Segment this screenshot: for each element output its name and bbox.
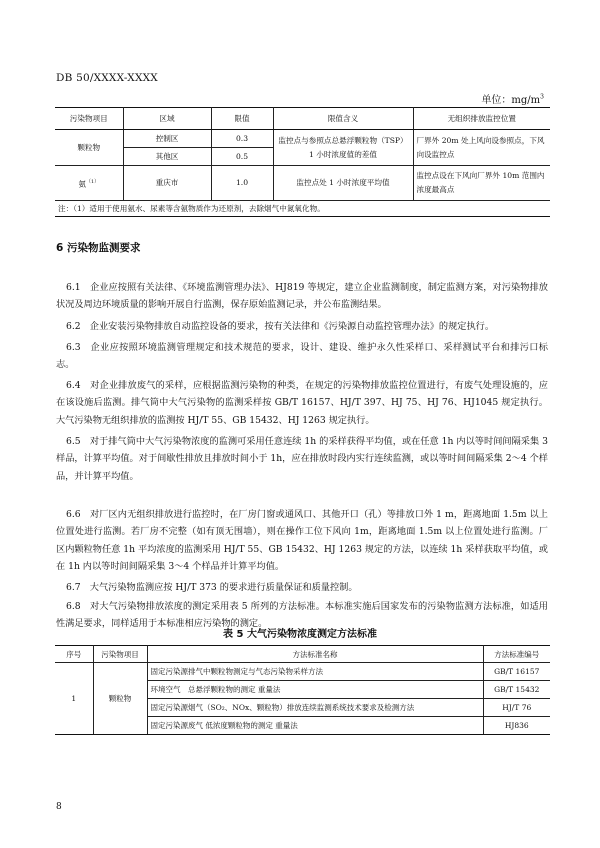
unit-label — [481, 91, 544, 106]
table-row — [55, 166, 550, 201]
method-cell: 环境空气 总悬浮颗粒物的测定 重量法 — [147, 681, 483, 699]
table5-title: 表 5 大气污染物浓度测定方法标准 — [223, 629, 377, 640]
pollutant-cell: 颗粒物 — [93, 663, 147, 735]
table-note: 注：（1）适用于使用氨水、尿素等含氨物质作为还原剂，去除烟气中氮氧化物。 — [55, 201, 550, 217]
header-method-code: 方法标准编号 — [483, 646, 550, 663]
section-title: 6 污染物监测要求 — [56, 242, 141, 254]
paragraph-6-2: 6.2 企业安装污染物排放自动监控设备的要求，按有关法律和《污染源自动监控管理办法》的规定执行。 — [66, 321, 495, 332]
header-limit: 限值 — [211, 108, 273, 130]
pollutant-name: 氨 — [78, 179, 86, 189]
method-standards-table — [55, 645, 550, 735]
table-note-row — [55, 201, 550, 217]
header-meaning: 限值含义 — [273, 108, 413, 130]
paragraph-6-4: 6.4 对企业排放废气的采样，应根据监测污染物的种类，在规定的污染物排放监控位置进行，有废气处理设施的，应在该设施后监测。排气筒中大气污染物的监测采样按 GB/T 16157、HJ/T 397、HJ 75、HJ 76、HJ1045 规定执行。大气污染物无组织排放的监测按 HJ/T 55、GB 15432、HJ 1263 规定执行。 — [56, 380, 548, 426]
table-row — [55, 130, 550, 148]
pollutant-cell: 颗粒物 — [55, 130, 123, 166]
header-area: 区域 — [123, 108, 211, 130]
code-cell: GB/T 15432 — [483, 681, 550, 699]
paragraph-6-5: 6.5 对于排气筒中大气污染物浓度的监测可采用任意连续 1h 的采样获得平均值，或在任意 1h 内以等时间间隔采集 3 样品，计算平均值。对于间歇性排放且排放时间小于 1h，应在排放时段内实行连续监测，或以等时间间隔采集 2～4 个样品，并计算平均值。 — [56, 436, 548, 482]
limit-cell: 1.0 — [211, 166, 273, 201]
emission-limit-table — [55, 107, 550, 217]
index-cell: 1 — [55, 663, 93, 735]
paragraph-6-3: 6.3 企业应按照环境监测管理规定和技术规范的要求，设计、建设、维护永久性采样口、采样测试平台和排污口标志。 — [56, 342, 548, 371]
area-cell: 其他区 — [123, 148, 211, 166]
paragraph-6-1: 6.1 企业应按照有关法律、《环境监测管理办法》、HJ819 等规定，建立企业监测制度，制定监测方案，对污染物排放状况及周边环境质量的影响开展自行监测，保存原始监测记录，并公布监测结果。 — [56, 282, 548, 311]
paragraph-6-7: 6.7 大气污染物监测应按 HJ/T 373 的要求进行质量保证和质量控制。 — [66, 582, 358, 593]
header-pollutant: 污染物项目 — [93, 646, 147, 663]
meaning-cell: 监控点与参照点总悬浮颗粒物（TSP）1 小时浓度值的差值 — [273, 130, 413, 166]
limit-cell: 0.5 — [211, 148, 273, 166]
pollutant-cell — [55, 166, 123, 201]
code-cell: GB/T 16157 — [483, 663, 550, 681]
header-pollutant: 污染物项目 — [55, 108, 123, 130]
document-code: DB 50/XXXX-XXXX — [56, 72, 158, 84]
area-cell: 重庆市 — [123, 166, 211, 201]
limit-cell: 0.3 — [211, 130, 273, 148]
method-cell: 固定污染源烟气（SO₂、NOx、颗粒物）排放连续监测系统技术要求及检测方法 — [147, 699, 483, 717]
header-method-name: 方法标准名称 — [147, 646, 483, 663]
method-cell: 固定污染源排气中颗粒物测定与气态污染物采样方法 — [147, 663, 483, 681]
page-number: 8 — [56, 802, 62, 812]
method-cell: 固定污染源废气 低浓度颗粒物的测定 重量法 — [147, 717, 483, 735]
unit-superscript: 3 — [540, 93, 544, 101]
paragraph-6-8: 6.8 对大气污染物排放浓度的测定采用表 5 所列的方法标准。本标准实施后国家发布的污染物监测方法标准，如适用性满足要求，同样适用于本标准相应污染物的测定。 — [56, 601, 548, 630]
code-cell: HJ836 — [483, 717, 550, 735]
header-index: 序号 — [55, 646, 93, 663]
area-cell: 控制区 — [123, 130, 211, 148]
note-reference: （1） — [85, 178, 100, 185]
position-cell: 监控点设在下风向厂界外 10m 范围内浓度最高点 — [413, 166, 550, 201]
paragraph-6-6: 6.6 对厂区内无组织排放进行监控时，在厂房门窗或通风口、其他开口（孔）等排放口外 1 m，距离地面 1.5m 以上位置处进行监测。若厂房不完整（如有顶无围墙），则在操作工位下风向 1m，距离地面 1.5m 以上位置处进行监测。厂区内颗粒物任意 1h 平均浓度的监测采用 HJ/T 55、GB 15432、HJ 1263 规定的方法，以连续 1h 采样获取平均值，或在 1h 内以等时间间隔采集 3～4 个样品并计算平均值。 — [56, 509, 548, 572]
header-monitor-position: 无组织排放监控位置 — [413, 108, 550, 130]
unit-text: 单位：mg/m — [481, 95, 541, 106]
meaning-cell: 监控点处 1 小时浓度平均值 — [273, 166, 413, 201]
position-cell: 厂界外 20m 处上风向设参照点，下风向设监控点 — [413, 130, 550, 166]
table-row — [55, 663, 550, 681]
code-cell: HJ/T 76 — [483, 699, 550, 717]
